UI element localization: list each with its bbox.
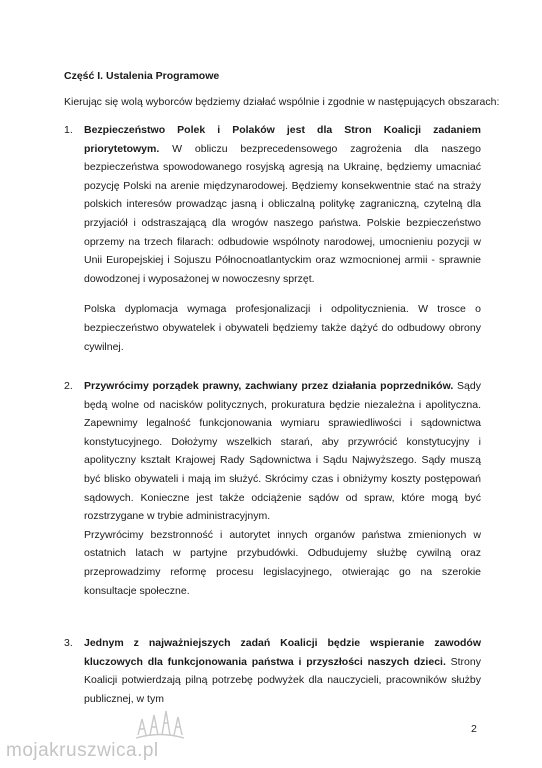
item-body: Sądy będą wolne od nacisków politycznych, prokuratura będzie niezależna i apolityczna. Zapewnimy legalność funkcjonowania wymiaru sprawiedliwości i sądownictwa konstytucyjnego. Dołożymy wszelkich starań, aby przywrócić konstytucyjny i apolityczny kształt Krajowej Rady Sądownictwa i Sądu Najwyższego. Sądy muszą być blisko obywateli i mają im służyć. Skrócimy czas i obniżymy koszty postępowań sądowych. Konieczne jest także odciążenie sądów od spraw, które mogą być rozstrzygane w trybie administracyjnym. (84, 380, 481, 523)
item-paragraph (84, 121, 481, 288)
item-paragraph (84, 377, 481, 526)
item-paragraph (84, 634, 481, 708)
list-item (64, 121, 481, 356)
item-number: 2. (64, 380, 73, 392)
watermark-text: mojakruszwica.pl (6, 740, 159, 761)
item-extra-paragraph: Przywrócimy bezstronność i autorytet innych organów państwa zmienionych w ostatnich latach w partyjne przybudówki. Odbudujemy służbę cywilną oraz przeprowadzimy reformę procesu legislacyjnego, otwierając go na szerokie konsultacje społeczne. (84, 528, 481, 597)
item-body: W obliczu bezprecedensowego zagrożenia dla naszego bezpieczeństwa spowodowanego rosyjską agresją na Ukrainę, będziemy umacniać pozycję Polski na arenie międzynarodowej. Będziemy konsekwentnie stać na straży polskich interesów prowadząc jasną i obliczalną politykę zagraniczną, czytelną dla przyjaciół i odstraszającą dla wrogów naszego państwa. Polskie bezpieczeństwo oprzemy na trzech filarach: odbudowie wspólnoty narodowej, umocnieniu pozycji w Unii Europejskiej i Sojuszu Północnoatlantyckim oraz wzmocnionej armii - sprawnie dowodzonej i wyposażonej w nowoczesny sprzęt. (84, 142, 481, 285)
list-item (64, 377, 481, 600)
intro-text: Kierując się wolą wyborców będziemy działać wspólnie i zgodnie w następujących obszarach: (64, 96, 500, 108)
item-lead: Przywrócimy porządek prawny, zachwiany przez działania poprzedników. (84, 380, 454, 392)
section-heading: Część I. Ustalenia Programowe (64, 70, 220, 82)
item-extra-paragraph: Polska dyplomacja wymaga profesjonalizacji i odpolitycznienia. W trosce o bezpieczeństwo obywatelek i obywateli będziemy także dążyć do odbudowy obrony cywilnej. (84, 303, 481, 353)
item-body: Strony Koalicji potwierdzają pilną potrzebę podwyżek dla nauczycieli, pracowników służby publicznej, w tym (84, 655, 481, 705)
item-lead: Jednym z najważniejszych zadań Koalicji będzie wspieranie zawodów kluczowych dla funkcjonowania państwa i przyszłości naszych dzieci. (84, 637, 481, 668)
watermark-logo-icon (132, 705, 188, 743)
list-item (64, 634, 481, 708)
page-number: 2 (471, 723, 477, 735)
item-number: 3. (64, 637, 73, 649)
item-number: 1. (64, 124, 73, 136)
item-lead: Bezpieczeństwo Polek i Polaków jest dla Stron Koalicji zadaniem priorytetowym. (84, 124, 481, 155)
